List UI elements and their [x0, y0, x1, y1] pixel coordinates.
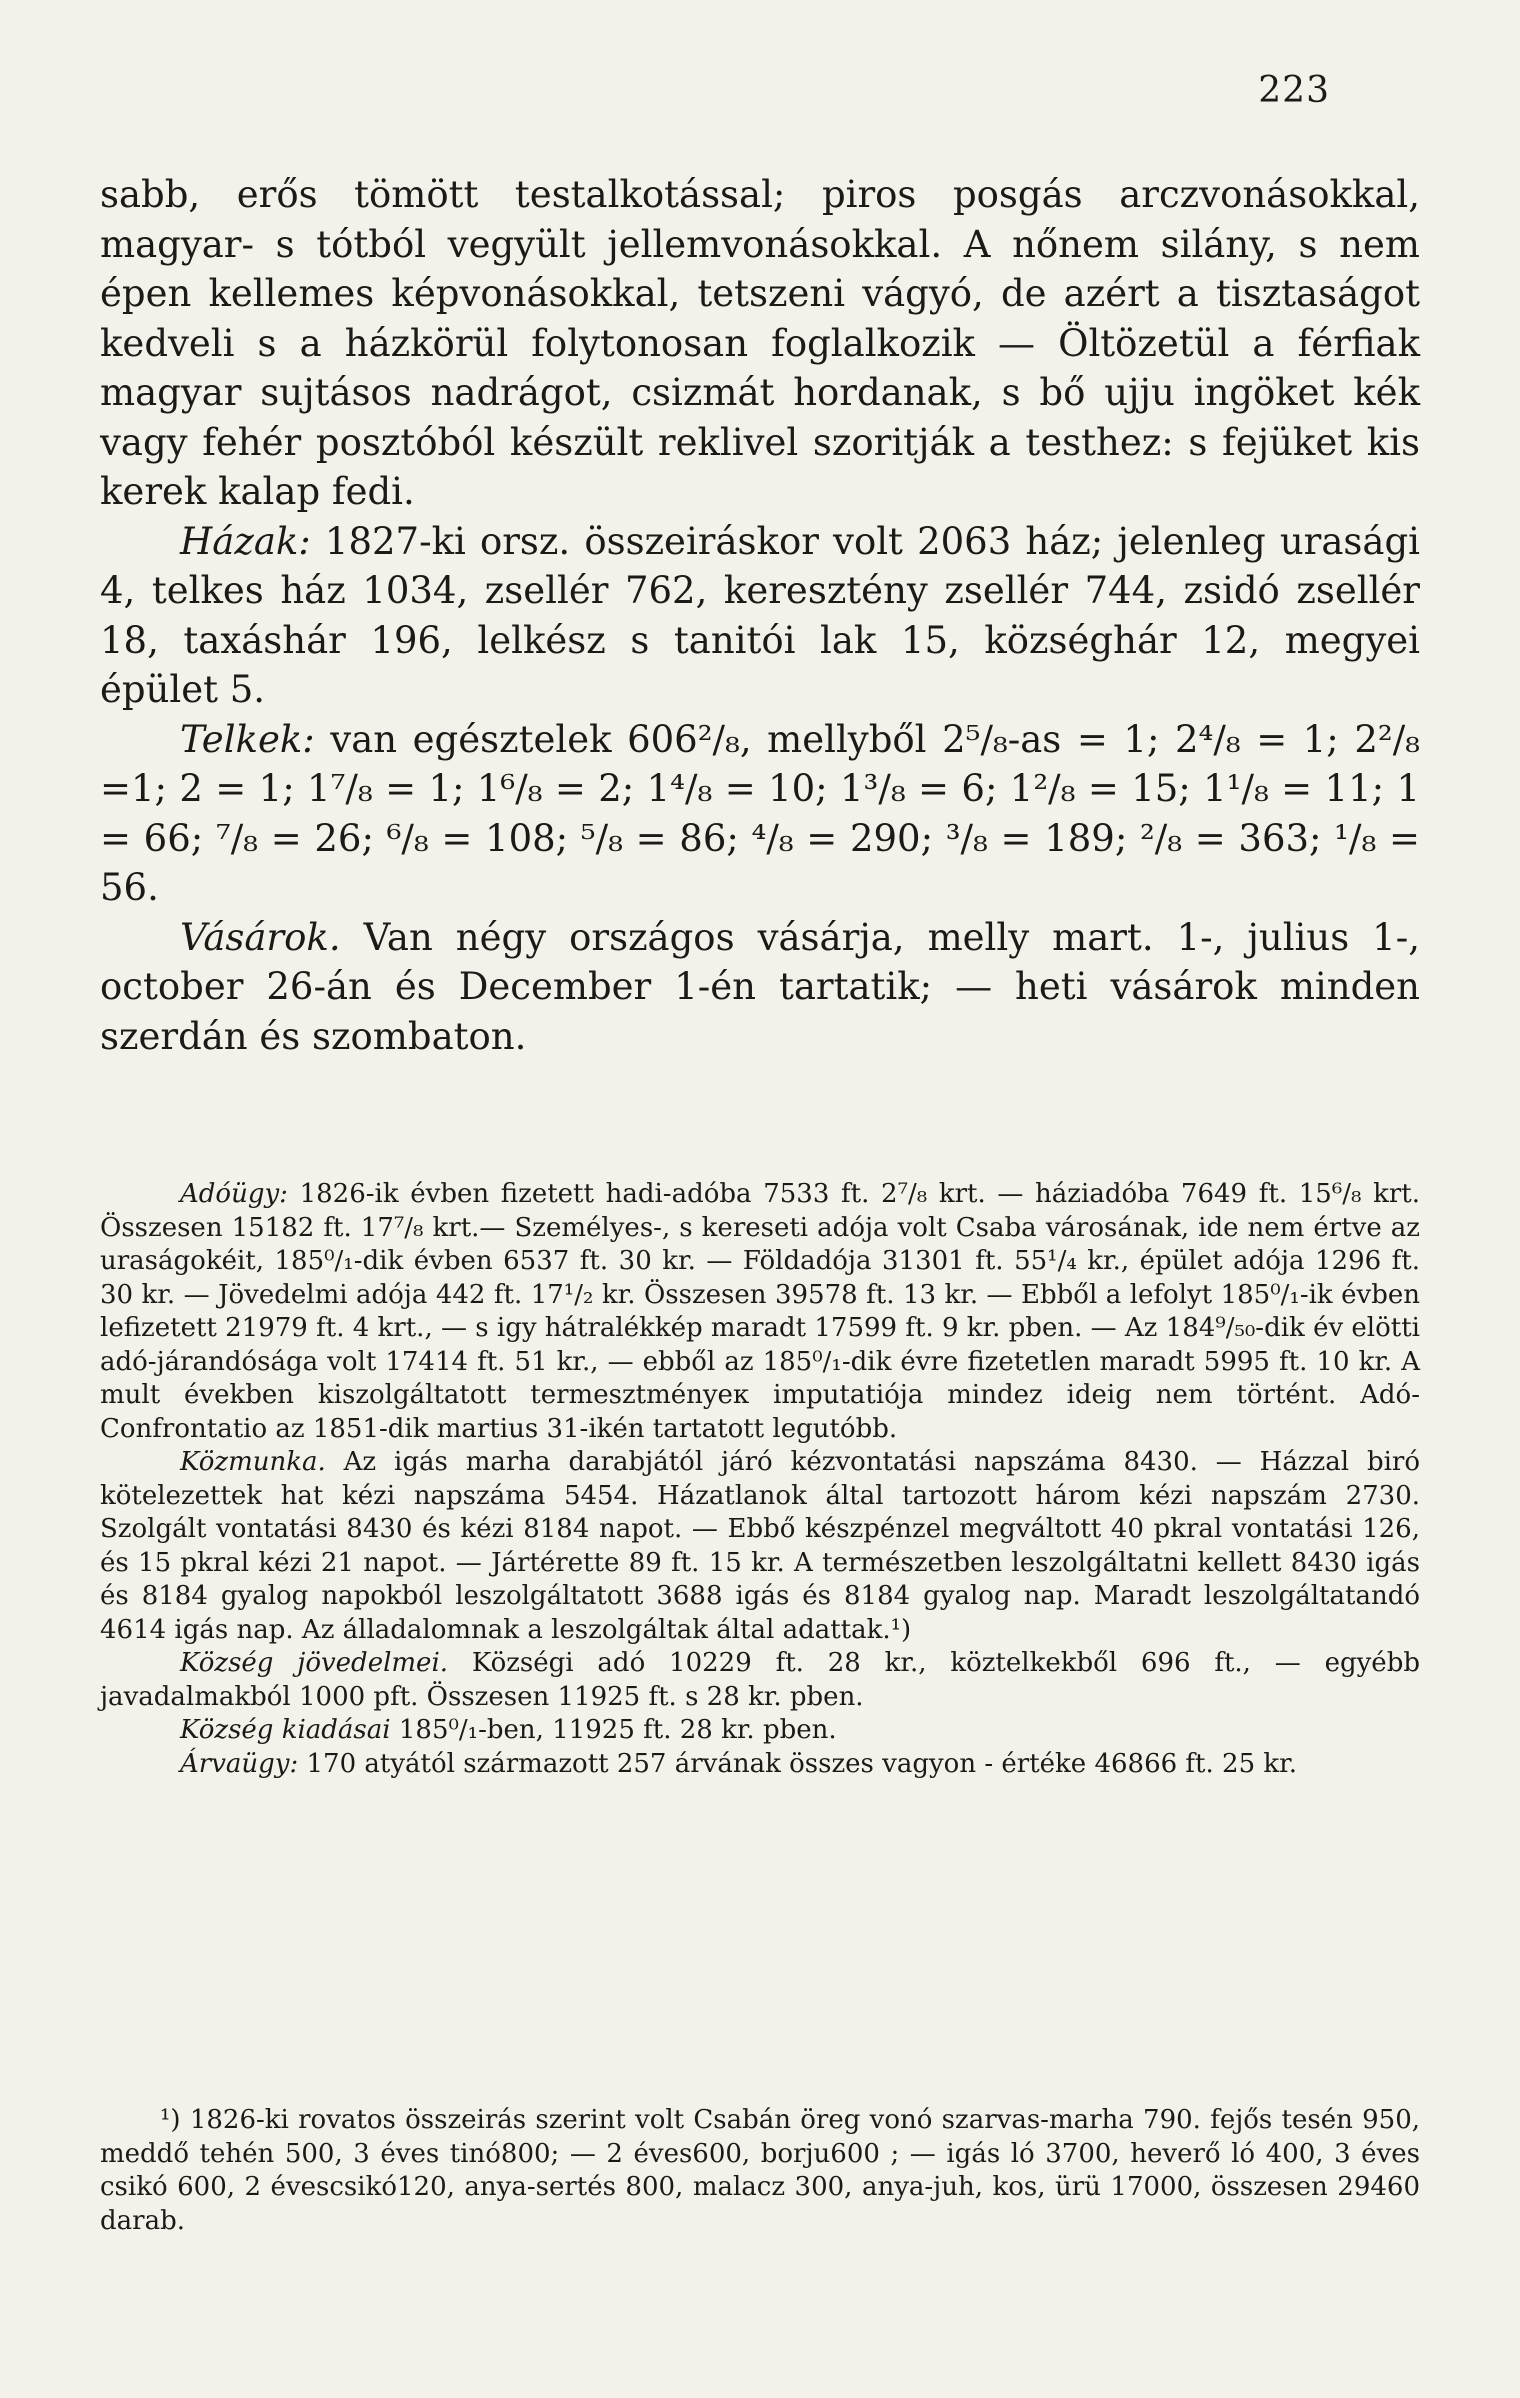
plots-text: van egésztelek 606²/₈, mellyből 2⁵/₈-as = 1; 2⁴/₈ = 1; 2²/₈ =1; 2 = 1; 1⁷/₈ = 1; 1⁶/₈ = 2; 1⁴/₈ = 10; 1³/₈ = 6; 1²/₈ = 15; 1¹/₈ = 11; 1 = 66; ⁷/₈ = 26; ⁶/₈ = 108; ⁵/₈ = 86; ⁴/₈ = 290; ³/₈ = 189; ²/₈ = 363; ¹/₈ = 56.	[100, 717, 1420, 909]
notes-section	[100, 1178, 1420, 1781]
note-tax-heading: Adóügy:	[180, 1179, 288, 1209]
footnote	[100, 2104, 1420, 2238]
note-public-work	[100, 1446, 1420, 1647]
paragraph-markets	[100, 913, 1420, 1062]
note-public-work-text: Az igás marha darabjától járó kézvontatási napszáma 8430. — Házzal biró kötelezettek hat kézi napszáma 5454. Házatlanok által tartozott három kézi napszám 2730. Szolgált vontatási 8430 és kézi 8184 napot. — Ebbő készpénzel megváltott 40 pkral vontatási 126, és 15 pkral kézi 21 napot. — Jártérette 89 ft. 15 kr. A természetben leszolgáltatni kellett 8430 igás és 8184 gyalog napokból leszolgáltatott 3688 igás és 8184 gyalog nap. Maradt leszolgáltatandó 4614 igás nap. Az álladalomnak a leszolgáltak által adattak.¹)	[100, 1447, 1420, 1645]
note-orphans	[100, 1748, 1420, 1782]
page-number: 223	[1258, 70, 1330, 111]
markets-text: Van négy országos vásárja, melly mart. 1-, julius 1-, october 26-án és December 1-én tartatik; — heti vásárok minden szerdán és szombaton.	[100, 915, 1420, 1058]
note-income	[100, 1647, 1420, 1714]
note-expenses-text: 185⁰/₁-ben, 11925 ft. 28 kr. pben.	[390, 1715, 837, 1745]
note-expenses	[100, 1714, 1420, 1748]
note-expenses-heading: Község kiadásai	[180, 1715, 391, 1745]
plots-heading: Telkek:	[180, 717, 315, 761]
markets-heading: Vásárok.	[180, 915, 341, 959]
note-income-heading: Község jövedelmei.	[180, 1648, 449, 1678]
note-tax-text: 1826-ik évben fizetett hadi-adóba 7533 ft. 2⁷/₈ krt. — háziadóba 7649 ft. 15⁶/₈ krt. Összesen 15182 ft. 17⁷/₈ krt.— Személyes-, s kereseti adója volt Csaba városának, ide nem értve az uraságokéit, 185⁰/₁-dik évben 6537 ft. 30 kr. — Földadója 31301 ft. 55¹/₄ kr., épület adója 1296 ft. 30 kr. — Jövedelmi adója 442 ft. 17¹/₂ kr. Összesen 39578 ft. 13 kr. — Ebből a lefolyt 185⁰/₁-ik évben lefizetett 21979 ft. 4 krt., — s igy hátralékkép maradt 17599 ft. 9 kr. pben. — Az 184⁹/₅₀-dik év elötti adó-járandósága volt 17414 ft. 51 kr., — ebből az 185⁰/₁-dik évre fizetetlen maradt 5995 ft. 10 kr. A mult években kiszolgáltatott termesztményeк imputatiója mindez ideig nem történt. Adó-Confrontatio az 1851-dik martius 31-ikén tartatott legutóbb.	[100, 1179, 1420, 1444]
paragraph-population: sabb, erős tömött testalkotással; piros posgás arczvonásokkal, magyar- s tótból vegyült jellemvonásokkal. A nőnem silány, s nem épen kellemes képvonásokkal, tetszeni vágyó, de azért a tisztaságot kedveli s a házkörül folytonosan foglalkozik — Öltözetül a férfiak magyar sujtásos nadrágot, csizmát hordanak, s bő ujju ingöket kék vagy fehér posztóból készült reklivel szoritják a testhez: s fejüket kis kerek kalap fedi.	[100, 173, 1420, 513]
main-text	[100, 170, 1420, 1061]
note-income-text: Községi adó 10229 ft. 28 kr., köztelkekből 696 ft., — egyébb javadalmakból 1000 pft. Összesen 11925 ft. s 28 kr. pben.	[100, 1648, 1420, 1712]
note-public-work-heading: Közmunka.	[180, 1447, 326, 1477]
note-orphans-text: 170 atyától származott 257 árvának összes vagyon - értéke 46866 ft. 25 kr.	[298, 1748, 1297, 1779]
paragraph-houses	[100, 517, 1420, 715]
footnote-text: ¹) 1826-ki rovatos összeirás szerint volt Csabán öreg vonó szarvas-marha 790. fejős tesén 950, meddő tehén 500, 3 éves tinó800; — 2 éves600, borju600 ; — igás ló 3700, heverő ló 400, 3 éves csikó 600, 2 évescsikó120, anya-sertés 800, malacz 300, anya-juh, kos, ürü 17000, összesen 29460 darab.	[100, 2105, 1420, 2236]
note-orphans-heading: Árvaügy:	[180, 1748, 299, 1779]
houses-text: 1827-ki orsz. összeiráskor volt 2063 ház; jelenleg urasági 4, telkes ház 1034, zsellér 762, keresztény zsellér 744, zsidó zsellér 18, taxáshár 196, lelkész s tanitói lak 15, községhár 12, megyei épület 5.	[100, 519, 1420, 711]
paragraph-plots	[100, 715, 1420, 913]
houses-heading: Házak:	[180, 519, 311, 563]
note-tax	[100, 1178, 1420, 1446]
